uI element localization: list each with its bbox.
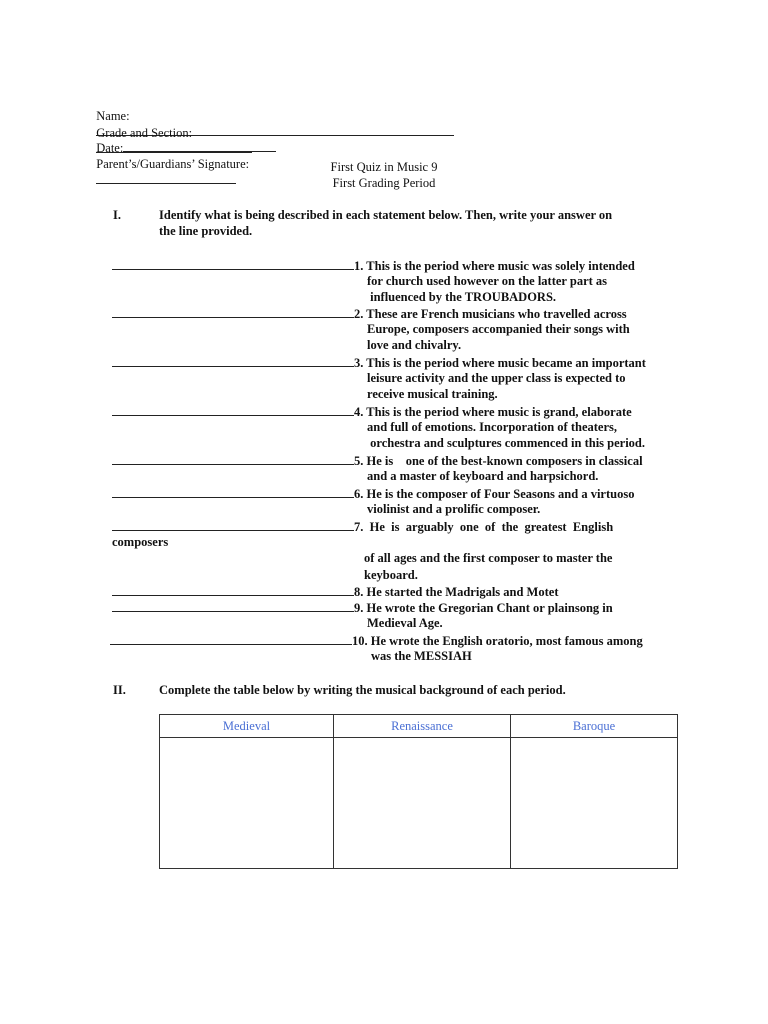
item-8-text: 8. He started the Madrigals and Motet	[354, 585, 559, 599]
item-9	[112, 600, 613, 616]
medieval-answer-cell[interactable]	[160, 738, 334, 869]
item-4-text: 4. This is the period where music is grand, elaborate	[354, 405, 632, 419]
item-3-text: 3. This is the period where music became an important	[354, 356, 646, 370]
item-3-cont: leisure activity and the upper class is expected to	[367, 371, 626, 385]
grade-section-field[interactable]	[96, 141, 252, 153]
part1-instruction-line2: the line provided.	[159, 224, 253, 238]
item-7-cont: of all ages and the first composer to master the	[364, 551, 613, 565]
part2-instruction: Complete the table below by writing the musical background of each period.	[159, 683, 566, 697]
item-1-cont: for church used however on the latter part as	[367, 274, 608, 288]
renaissance-answer-cell[interactable]	[334, 738, 511, 869]
table-row	[160, 738, 678, 869]
item-10-cont: was the MESSIAH	[371, 649, 472, 663]
item-7	[112, 519, 613, 535]
item-2-cont: Europe, composers accompanied their songs with	[367, 322, 630, 336]
item-2	[112, 306, 627, 322]
part1-numeral: I.	[113, 208, 121, 222]
item-9-text: 9. He wrote the Gregorian Chant or plainsong in	[354, 601, 613, 615]
item-5-text: 5. He is one of the best-known composers in classical	[354, 454, 643, 468]
answer-line-3[interactable]	[112, 355, 354, 367]
item-7-cont: composers	[112, 535, 169, 549]
item-6-text: 6. He is the composer of Four Seasons and a virtuoso	[354, 487, 635, 501]
item-10-text: 10. He wrote the English oratorio, most famous among	[352, 634, 643, 648]
signature-label: Parent’s/Guardians’ Signature:	[96, 157, 250, 171]
item-4-cont: and full of emotions. Incorporation of theaters,	[367, 420, 617, 434]
part2-numeral: II.	[113, 683, 126, 697]
part1-instruction-line1: Identify what is being described in each statement below. Then, write your answer on	[159, 208, 613, 222]
item-9-cont: Medieval Age.	[367, 616, 443, 630]
period-table	[159, 714, 678, 869]
baroque-answer-cell[interactable]	[511, 738, 678, 869]
item-7-text: 7. He is arguably one of the greatest English	[354, 520, 614, 534]
grade-section-label: Grade and Section:	[96, 126, 193, 140]
answer-line-9[interactable]	[112, 600, 354, 612]
item-1-text: 1. This is the period where music was solely intended	[354, 259, 635, 273]
item-7-cont: keyboard.	[364, 568, 418, 582]
date-label: Date:	[96, 141, 124, 155]
table-header-row	[160, 715, 678, 738]
answer-line-5[interactable]	[112, 453, 354, 465]
item-3-cont: receive musical training.	[367, 387, 498, 401]
col-medieval: Medieval	[160, 715, 334, 738]
item-6	[112, 486, 634, 502]
answer-line-2[interactable]	[112, 306, 354, 318]
item-4	[112, 404, 632, 420]
item-3	[112, 355, 646, 371]
item-8	[112, 584, 558, 600]
item-6-cont: violinist and a prolific composer.	[367, 502, 541, 516]
answer-line-7[interactable]	[112, 519, 354, 531]
answer-line-4[interactable]	[112, 404, 354, 416]
name-label: Name:	[96, 109, 130, 123]
answer-line-1[interactable]	[112, 258, 354, 270]
item-1	[112, 258, 635, 274]
item-5	[112, 453, 643, 469]
col-renaissance: Renaissance	[334, 715, 511, 738]
answer-line-6[interactable]	[112, 486, 354, 498]
col-baroque: Baroque	[511, 715, 678, 738]
item-1-cont: influenced by the TROUBADORS.	[367, 290, 557, 304]
quiz-title: First Quiz in Music 9	[330, 160, 438, 174]
item-4-cont: orchestra and sculptures commenced in this period.	[367, 436, 646, 450]
item-2-cont: love and chivalry.	[367, 338, 462, 352]
answer-line-8[interactable]	[112, 584, 354, 596]
item-10	[110, 633, 643, 649]
answer-line-10[interactable]	[110, 633, 352, 645]
item-5-cont: and a master of keyboard and harpsichord.	[367, 469, 599, 483]
quiz-subtitle: First Grading Period	[332, 176, 436, 190]
item-2-text: 2. These are French musicians who travelled across	[354, 307, 627, 321]
